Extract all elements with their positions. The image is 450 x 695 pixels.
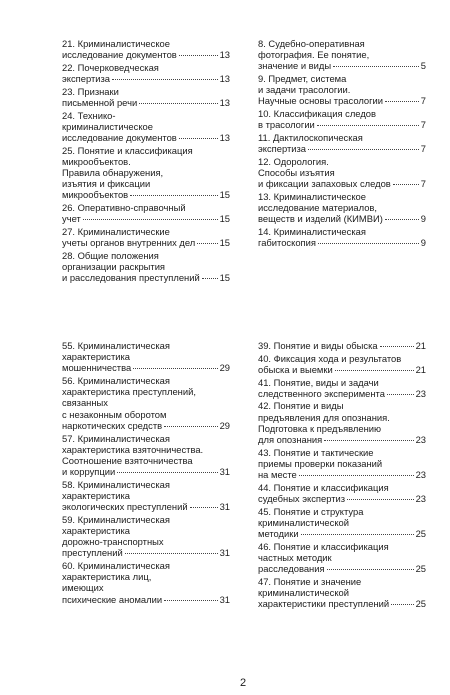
toc-entry-line <box>258 108 426 119</box>
toc-entry-text: 42. Понятие и виды <box>258 400 344 412</box>
toc-entry-text: экспертиза <box>62 73 111 85</box>
toc-entry-text: 24. Технико- <box>62 109 116 121</box>
toc-entry-text: учет <box>62 213 81 225</box>
toc-entry <box>62 340 230 374</box>
toc-page-number: 15 <box>219 237 230 249</box>
toc-entry-last-line <box>258 60 426 71</box>
toc-entry-line <box>258 191 426 202</box>
toc-entry-last-line <box>258 598 426 609</box>
toc-entry <box>62 62 230 84</box>
dot-leader <box>112 79 218 80</box>
toc-entry-text: микрообъектов <box>62 189 129 201</box>
toc-entry-line <box>258 541 426 552</box>
toc-entry-last-line <box>62 594 230 605</box>
toc-entry-text: характеристика <box>62 525 131 536</box>
toc-entry-text: 27. Криминалистические <box>62 226 170 237</box>
dot-leader <box>301 534 414 535</box>
toc-entry <box>62 110 230 144</box>
dot-leader <box>327 569 414 570</box>
toc-entry-text: 21. Криминалистическое <box>62 38 170 49</box>
toc-entry-text: расследования <box>258 563 325 575</box>
toc-entry <box>62 433 230 478</box>
dot-leader <box>83 219 218 220</box>
toc-entry-text: характеристика преступлений, <box>62 386 196 398</box>
toc-entry-text: 59. Криминалистическая <box>62 513 170 525</box>
toc-entry-line <box>62 38 230 49</box>
toc-page-number: 23 <box>415 492 426 504</box>
toc-entry-text: обыска и выемки <box>258 363 333 375</box>
toc-entry-text: характеристика <box>62 351 131 363</box>
toc-entry-last-line <box>62 97 230 108</box>
toc-entry-line <box>258 38 426 49</box>
toc-page-number: 23 <box>415 387 426 399</box>
toc-entry-text: 47. Понятие и значение <box>258 575 362 587</box>
toc-entry-text: 22. Почерковедческая <box>62 61 159 73</box>
toc-entry-last-line <box>62 466 230 477</box>
dot-leader <box>347 499 414 500</box>
toc-entry-line <box>258 353 426 364</box>
dot-leader <box>324 440 413 441</box>
toc-entry <box>62 375 230 431</box>
toc-entry-text: с незаконным оборотом <box>62 408 167 420</box>
toc-entry-line <box>258 576 426 587</box>
dot-leader <box>308 149 419 150</box>
toc-entry-text: 60. Криминалистическая <box>62 560 170 572</box>
toc-panel-top-right <box>258 38 426 250</box>
dot-leader <box>391 604 413 605</box>
toc-entry-line <box>62 351 230 362</box>
toc-entry-line <box>62 110 230 121</box>
toc-entry-text: характеристики преступлений <box>258 598 390 610</box>
toc-page-number: 7 <box>420 119 426 131</box>
toc-entry-text: Подготовка к предъявлению <box>258 422 382 434</box>
toc-page-number: 29 <box>219 362 230 374</box>
toc-page-number: 13 <box>219 73 230 85</box>
toc-entry <box>62 145 230 201</box>
toc-entry-last-line <box>62 132 230 143</box>
toc-entry <box>62 226 230 248</box>
page-number: 2 <box>240 677 247 689</box>
toc-entry-line <box>62 479 230 490</box>
toc-entry-last-line <box>62 362 230 373</box>
dot-leader <box>190 507 218 508</box>
toc-entry-text: приемы проверки показаний <box>258 457 383 469</box>
toc-entry-text: исследование документов <box>62 132 177 143</box>
toc-page-number: 15 <box>219 213 230 225</box>
toc-entry-last-line <box>258 493 426 504</box>
toc-entry-text: криминалистическое <box>62 120 153 132</box>
toc-entry-last-line <box>258 119 426 130</box>
toc-entry-text: 55. Криминалистическая <box>62 340 170 351</box>
toc-entry-text: криминалистической <box>258 516 349 528</box>
toc-entry-line <box>62 433 230 444</box>
dot-leader <box>385 101 419 102</box>
toc-entry-last-line <box>62 49 230 60</box>
toc-entry-text: 41. Понятие, виды и задачи <box>258 376 379 388</box>
toc-entry-last-line <box>62 420 230 431</box>
toc-entry-last-line <box>62 213 230 224</box>
toc-entry-text: 26. Оперативно-справочный <box>62 202 186 214</box>
dot-leader <box>202 278 218 279</box>
toc-entry-line <box>62 409 230 420</box>
dot-leader <box>335 370 414 371</box>
toc-entry-text: характеристика <box>62 489 131 501</box>
toc-entry <box>258 506 426 540</box>
toc-entry-text: 39. Понятие и виды обыска <box>258 340 378 351</box>
toc-entry-text: преступлений <box>62 547 123 559</box>
toc-entry-text: 23. Признаки <box>62 85 119 97</box>
toc-entry-text: 10. Классификация следов <box>258 108 376 120</box>
toc-entry <box>258 541 426 575</box>
toc-entry-text: микрообъектов. <box>62 155 131 167</box>
toc-entry-line <box>258 377 426 388</box>
toc-entry-line <box>62 250 230 261</box>
toc-entry-line <box>62 582 230 593</box>
toc-entry-last-line <box>258 178 426 189</box>
toc-page-number: 31 <box>219 547 230 559</box>
toc-entry-text: наркотических средств <box>62 419 163 431</box>
toc-entry <box>258 377 426 399</box>
toc-entry-text: фотография. Ее понятие, <box>258 49 370 61</box>
toc-page-number: 7 <box>420 143 426 155</box>
toc-entry-text: следственного эксперимента <box>258 387 385 399</box>
toc-entry-text: экспертиза <box>258 143 307 155</box>
toc-entry-line <box>258 132 426 143</box>
dot-leader <box>130 195 217 196</box>
toc-entry-text: 44. Понятие и классификация <box>258 481 389 493</box>
toc-entry-text: Научные основы трасологии <box>258 95 384 107</box>
toc-entry-line <box>62 397 230 408</box>
toc-entry-last-line <box>258 143 426 154</box>
toc-entry-line <box>258 156 426 167</box>
toc-entry-line <box>258 412 426 423</box>
dot-leader <box>393 184 419 185</box>
toc-entry-text: письменной речи <box>62 96 138 108</box>
toc-entry-text: 25. Понятие и классификация <box>62 144 193 156</box>
toc-entry <box>258 447 426 481</box>
toc-entry-line <box>62 571 230 582</box>
toc-entry-line <box>258 423 426 434</box>
toc-page-number: 23 <box>415 434 426 445</box>
toc-entry-last-line <box>258 388 426 399</box>
toc-entry-text: и задачи трасологии. <box>258 84 351 96</box>
toc-entry-text: на месте <box>258 469 297 481</box>
toc-page-number: 23 <box>415 469 426 481</box>
toc-entry <box>62 202 230 224</box>
toc-entry-line <box>62 167 230 178</box>
toc-page-number: 13 <box>219 49 230 61</box>
dot-leader <box>139 103 217 104</box>
toc-entry-text: и коррупции <box>62 466 116 478</box>
toc-entry-text: 9. Предмет, система <box>258 73 347 85</box>
toc-entry-line <box>62 525 230 536</box>
toc-entry-line <box>62 386 230 397</box>
toc-entry-line <box>62 444 230 455</box>
toc-entry-text: криминалистической <box>258 586 349 598</box>
toc-entry <box>258 156 426 190</box>
toc-entry-text: методики <box>258 528 299 539</box>
toc-entry-line <box>62 178 230 189</box>
toc-entry-line <box>258 517 426 528</box>
toc-entry-text: 46. Понятие и классификация <box>258 540 389 552</box>
toc-entry-line <box>62 86 230 97</box>
toc-entry-text: психические аномалии <box>62 593 163 605</box>
toc-entry-text: 58. Криминалистическая <box>62 478 170 490</box>
toc-entry-text: 8. Судебно-оперативная <box>258 38 365 49</box>
toc-entry-text: предъявления для опознания. <box>258 411 390 423</box>
toc-entry-line <box>258 202 426 213</box>
toc-entry-last-line <box>258 434 426 445</box>
toc-entry-text: частных методик <box>258 551 332 563</box>
toc-page-number: 31 <box>219 466 230 478</box>
toc-entry-line <box>62 145 230 156</box>
toc-entry <box>62 560 230 605</box>
toc-entry-last-line <box>62 272 230 283</box>
toc-entry-line <box>258 49 426 60</box>
toc-entry-text: изъятия и фиксации <box>62 178 151 190</box>
dot-leader <box>125 553 218 554</box>
toc-entry-text: мошенничества <box>62 362 132 374</box>
toc-page-number: 9 <box>420 213 426 225</box>
toc-entry-line <box>258 400 426 411</box>
toc-page-number: 21 <box>415 340 426 351</box>
toc-entry-text: 43. Понятие и тактические <box>258 446 374 458</box>
toc-entry-line <box>62 455 230 466</box>
toc-page-number: 9 <box>420 237 426 249</box>
toc-entry-last-line <box>62 547 230 558</box>
toc-entry <box>258 191 426 225</box>
toc-entry-text: учеты органов внутренних дел <box>62 237 196 249</box>
toc-entry-text: 11. Дактилоскопическая <box>258 132 363 143</box>
toc-entry <box>258 482 426 504</box>
dot-leader <box>133 368 217 369</box>
toc-entry-text: габитоскопия <box>258 237 316 249</box>
toc-entry-line <box>258 482 426 493</box>
toc-entry-text: и расследования преступлений <box>62 272 200 284</box>
toc-entry <box>258 132 426 154</box>
toc-entry-line <box>62 536 230 547</box>
dot-leader <box>299 475 414 476</box>
toc-page-number: 25 <box>415 563 426 575</box>
toc-entry <box>62 250 230 284</box>
toc-entry <box>258 108 426 130</box>
dot-leader <box>387 394 414 395</box>
toc-entry <box>258 340 426 351</box>
toc-page-number: 7 <box>420 178 426 190</box>
toc-entry-text: 14. Криминалистическая <box>258 226 366 237</box>
toc-entry-text: исследование документов <box>62 49 177 61</box>
dot-leader <box>333 66 419 67</box>
toc-entry-text: значение и виды <box>258 60 332 72</box>
toc-entry <box>258 400 426 445</box>
toc-entry-text: в трасологии <box>258 119 315 131</box>
toc-page-number: 25 <box>415 598 426 610</box>
toc-entry <box>258 226 426 248</box>
toc-page-number: 15 <box>219 189 230 201</box>
dot-leader <box>179 138 218 139</box>
toc-page-number: 31 <box>219 501 230 513</box>
toc-entry <box>62 514 230 559</box>
toc-entry-line <box>258 506 426 517</box>
toc-entry-line <box>62 62 230 73</box>
toc-entry-line <box>258 552 426 563</box>
toc-entry-text: и фиксации запаховых следов <box>258 178 391 190</box>
toc-page-number: 31 <box>219 593 230 605</box>
toc-entry-last-line <box>258 213 426 224</box>
toc-entry-text: имеющих <box>62 582 104 594</box>
toc-entry-text: 12. Одорология. <box>258 155 329 167</box>
toc-entry-last-line <box>258 528 426 539</box>
toc-page-number: 7 <box>420 95 426 107</box>
toc-entry-text: исследование материалов, <box>258 202 377 214</box>
toc-entry-line <box>62 202 230 213</box>
toc-panel-bottom-right <box>258 340 426 611</box>
toc-entry-line <box>258 447 426 458</box>
dot-leader <box>317 125 419 126</box>
toc-page-number: 15 <box>219 272 230 284</box>
toc-entry-text: веществ и изделий (КИМВИ) <box>258 213 383 225</box>
toc-entry-line <box>258 73 426 84</box>
toc-entry <box>62 479 230 513</box>
toc-entry-text: характеристика лиц, <box>62 571 152 583</box>
dot-leader <box>385 219 419 220</box>
toc-entry-last-line <box>62 73 230 84</box>
toc-entry <box>258 38 426 72</box>
toc-entry <box>258 353 426 375</box>
dot-leader <box>179 55 218 56</box>
toc-entry <box>62 86 230 108</box>
toc-entry-text: 56. Криминалистическая <box>62 375 170 387</box>
dot-leader <box>380 346 414 347</box>
toc-entry-text: 45. Понятие и структура <box>258 505 364 517</box>
toc-entry-text: Правила обнаружения, <box>62 167 164 179</box>
toc-entry-last-line <box>62 501 230 512</box>
toc-entry-last-line <box>62 189 230 200</box>
toc-entry-text: 40. Фиксация хода и результатов <box>258 352 402 364</box>
dot-leader <box>164 426 217 427</box>
toc-entry-line <box>258 167 426 178</box>
toc-page-number: 13 <box>219 96 230 108</box>
toc-entry-last-line <box>258 237 426 248</box>
toc-entry-line <box>62 375 230 386</box>
toc-panel-bottom-left <box>62 340 230 606</box>
toc-entry-line <box>62 121 230 132</box>
toc-entry-text: 13. Криминалистическое <box>258 190 366 202</box>
toc-entry <box>258 73 426 107</box>
toc-entry-line <box>258 458 426 469</box>
toc-entry-last-line <box>258 340 426 351</box>
toc-entry-text: судебных экспертиз <box>258 492 346 504</box>
toc-entry-line <box>258 226 426 237</box>
toc-entry-text: дорожно-транспортных <box>62 536 164 548</box>
toc-entry <box>258 576 426 610</box>
toc-entry-text: характеристика взяточничества. <box>62 443 204 455</box>
toc-entry-line <box>62 514 230 525</box>
dot-leader <box>164 600 217 601</box>
toc-entry-last-line <box>62 237 230 248</box>
toc-entry-text: экологических преступлений <box>62 501 188 513</box>
toc-entry-line <box>62 226 230 237</box>
toc-page-number: 29 <box>219 419 230 431</box>
toc-entry <box>62 38 230 60</box>
toc-entry-line <box>62 490 230 501</box>
toc-entry-last-line <box>258 469 426 480</box>
toc-entry-last-line <box>258 364 426 375</box>
toc-entry-text: 57. Криминалистическая <box>62 432 170 444</box>
dot-leader <box>318 243 419 244</box>
toc-entry-text: Соотношение взяточничества <box>62 454 193 466</box>
toc-entry-line <box>62 560 230 571</box>
toc-entry-line <box>62 340 230 351</box>
dot-leader <box>197 243 217 244</box>
toc-entry-last-line <box>258 563 426 574</box>
toc-page-number: 5 <box>420 60 426 72</box>
dot-leader <box>117 472 217 473</box>
toc-entry-line <box>258 587 426 598</box>
toc-entry-text: 28. Общие положения <box>62 249 159 261</box>
toc-page-number: 13 <box>219 132 230 143</box>
toc-entry-line <box>62 156 230 167</box>
toc-entry-text: для опознания <box>258 434 323 445</box>
toc-page-number: 25 <box>415 528 426 539</box>
toc-entry-last-line <box>258 95 426 106</box>
toc-entry-text: Способы изъятия <box>258 167 335 179</box>
toc-page-number: 21 <box>415 363 426 375</box>
toc-entry-text: связанных <box>62 397 108 409</box>
toc-entry-text: организации раскрытия <box>62 261 166 273</box>
toc-entry-line <box>62 261 230 272</box>
toc-entry-line <box>258 84 426 95</box>
toc-panel-top-left <box>62 38 230 285</box>
